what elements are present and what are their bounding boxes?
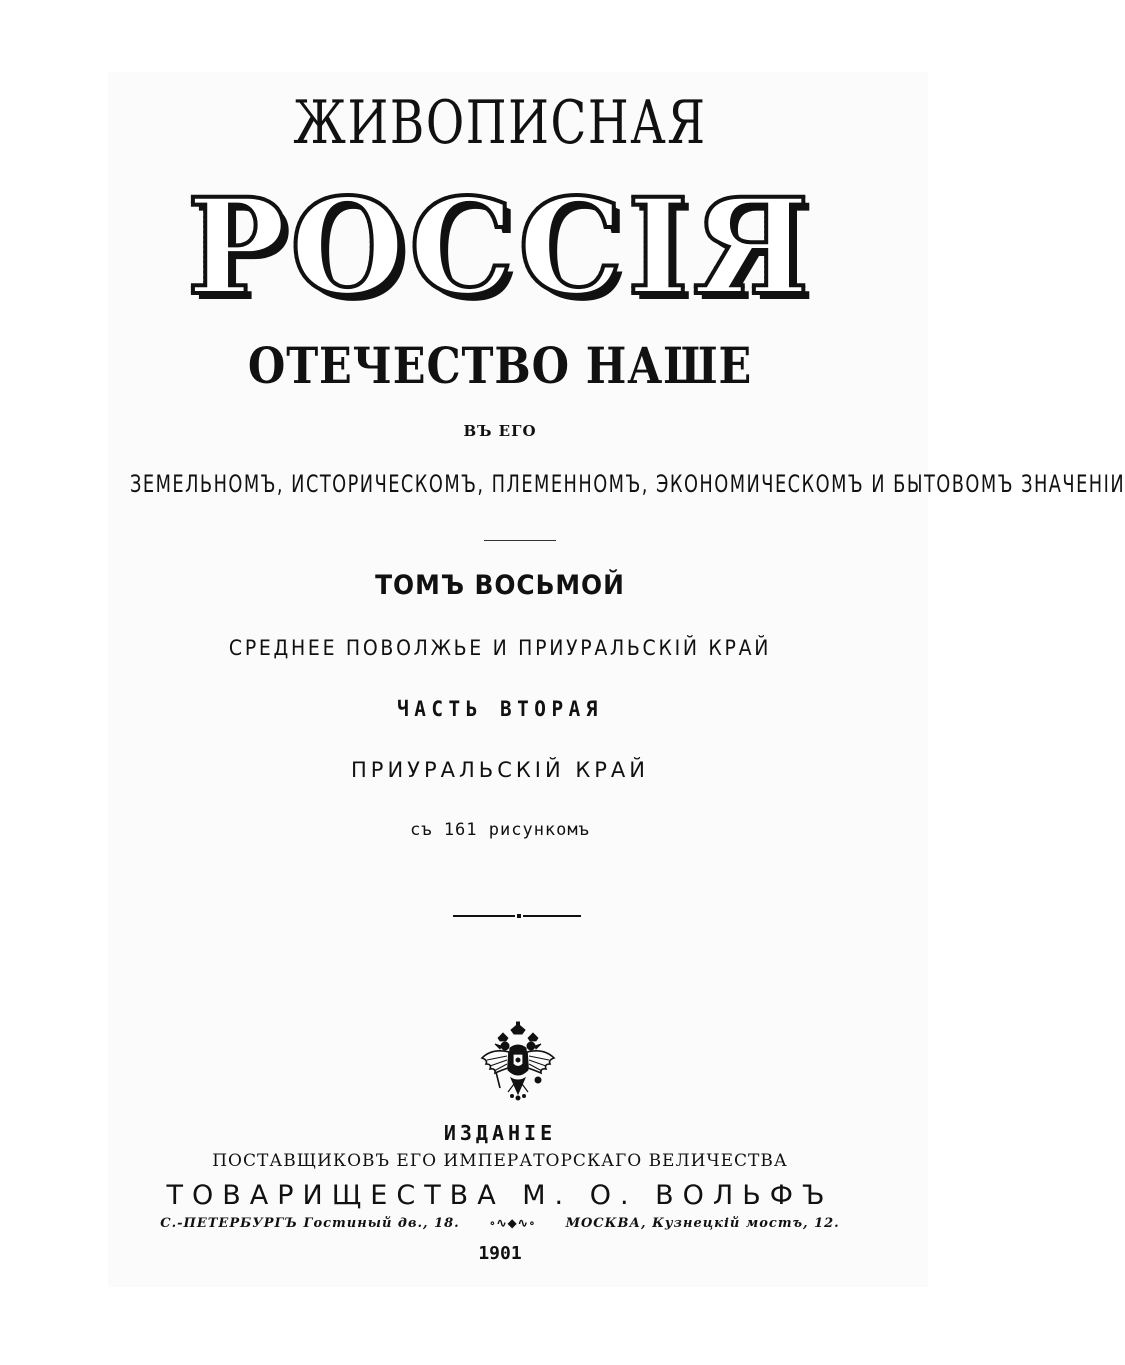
title-line-1: ЖИВОПИСНАЯ: [293, 88, 707, 158]
drawings-count: съ 161 рисункомъ: [410, 820, 590, 840]
title-line-2: РОССІЯ: [0, 178, 1000, 318]
suppliers-line: ПОСТАВЩИКОВЪ ЕГО ИМПЕРАТОРСКАГО ВЕЛИЧЕСТВА: [212, 1151, 788, 1171]
address-spb: С.-ПЕТЕРБУРГЪ Гостиный дв., 18.: [160, 1216, 460, 1231]
address-moscow: МОСКВА, Кузнецкій мостъ, 12.: [565, 1216, 840, 1231]
title-line-3: ОТЕЧЕСТВО НАШЕ: [247, 336, 753, 395]
divider-rule: [484, 540, 556, 541]
in-its-caption: ВЪ ЕГО: [463, 422, 537, 440]
address-separator: ∘∿◆∿∘: [489, 1216, 537, 1230]
region-heading: СРЕДНЕЕ ПОВОЛЖЬЕ И ПРИУРАЛЬСКІЙ КРАЙ: [228, 636, 772, 660]
part-heading: ЧАСТЬ ВТОРАЯ: [397, 697, 603, 721]
double-headed-eagle-icon: [478, 1022, 558, 1106]
publication-heading: ИЗДАНІЕ: [443, 1121, 557, 1145]
publication-year: 1901: [478, 1243, 522, 1264]
company-name: ТОВАРИЩЕСТВА М. О. ВОЛЬФЪ: [166, 1180, 834, 1211]
ornamental-rule: [453, 914, 581, 919]
part-subtitle: ПРИУРАЛЬСКІЙ КРАЙ: [351, 758, 649, 782]
volume-heading: ТОМЪ ВОСЬМОЙ: [375, 570, 625, 601]
meanings-subtitle: ЗЕМЕЛЬНОМЪ, ИСТОРИЧЕСКОМЪ, ПЛЕМЕННОМЪ, ЭКОНОМИЧЕСКОМЪ И БЫТОВОМЪ ЗНАЧЕНІИ: [130, 470, 1125, 498]
addresses-line: [0, 1216, 1000, 1231]
